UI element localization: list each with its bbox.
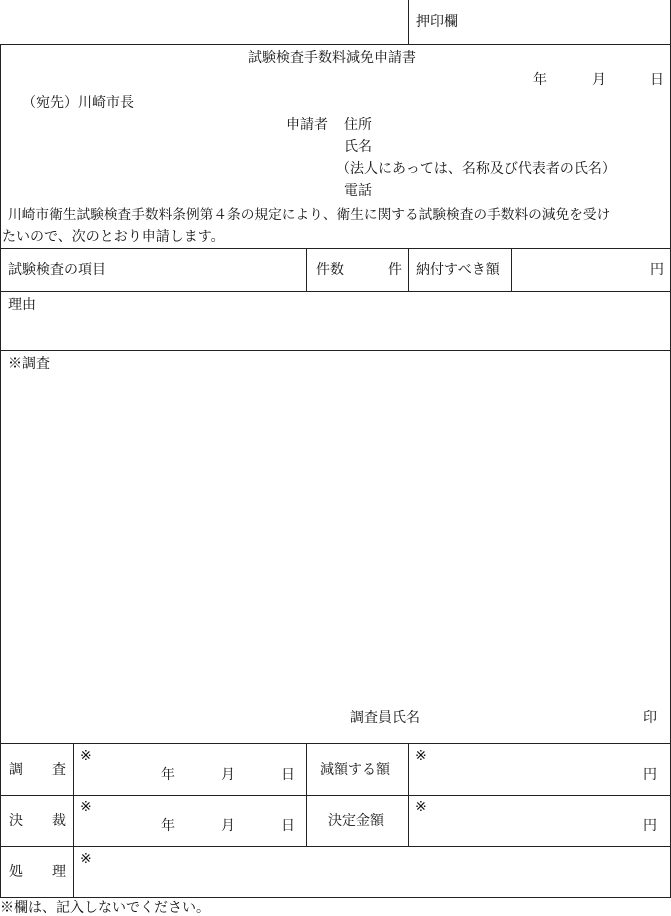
count-label: 件数	[316, 262, 344, 278]
body-line-2: たいので、次のとおり申請します。	[2, 229, 225, 245]
bottom-row-2-right-mark: ※	[415, 799, 427, 815]
bottom-row-1-right-mark: ※	[415, 748, 427, 764]
bottom-row-1-label-a: 調	[9, 762, 23, 778]
bottom-row-2-mark: ※	[80, 799, 92, 815]
divider-bottom-right-label-right	[408, 743, 409, 846]
bottom-row-2-year: 年	[161, 818, 175, 834]
applicant-address: 住所	[344, 117, 372, 133]
divider-items-top	[0, 248, 671, 249]
investigation-field[interactable]	[4, 376, 667, 698]
reason-field[interactable]	[4, 316, 667, 348]
bottom-row-1-right-label: 減額する額	[320, 762, 390, 778]
divider-bottom-label-col	[73, 743, 74, 898]
bottom-row-1-day: 日	[281, 767, 295, 783]
bottom-row-3-mark: ※	[80, 851, 92, 867]
bottom-row-2-day: 日	[281, 818, 295, 834]
bottom-row-3-label-a: 処	[9, 864, 23, 880]
divider-bottom-mid1	[0, 795, 671, 796]
applicant-phone: 電話	[344, 183, 372, 199]
item-field[interactable]	[130, 252, 300, 288]
divider-bottom-top	[0, 743, 671, 744]
bottom-row-1-month: 月	[221, 767, 235, 783]
bottom-row-1-mark: ※	[80, 748, 92, 764]
bottom-row-2-month: 月	[221, 818, 235, 834]
bottom-row-1-label-b: 査	[52, 762, 66, 778]
date-month: 月	[592, 72, 606, 88]
form-title: 試験検査手数料減免申請書	[248, 50, 416, 66]
bottom-row-1-year: 年	[161, 767, 175, 783]
divider-items-v3	[511, 248, 512, 291]
bottom-row-2-right-unit: 円	[643, 818, 657, 834]
bottom-row-3-label-b: 理	[52, 864, 66, 880]
investigator-seal-mark: 印	[643, 710, 657, 726]
bottom-row-2-right-label: 決定金額	[328, 813, 384, 829]
amount-field[interactable]	[514, 252, 644, 288]
date-year: 年	[533, 72, 547, 88]
reason-label: 理由	[8, 297, 36, 313]
applicant-name-note: （法人にあっては、名称及び代表者の氏名）	[336, 161, 616, 177]
footnote: ※欄は、記入しないでください。	[0, 900, 210, 916]
investigation-label: ※調査	[8, 356, 50, 372]
divider-reason-top	[0, 291, 671, 292]
amount-label: 納付すべき額	[416, 262, 500, 278]
investigator-label: 調査員氏名	[350, 710, 420, 726]
divider-investigation-top	[0, 350, 671, 351]
divider-bottom-right-label-left	[306, 743, 307, 846]
bottom-row-1-right-unit: 円	[643, 767, 657, 783]
applicant-label: 申請者	[286, 117, 328, 133]
applicant-name: 氏名	[344, 139, 372, 155]
date-day: 日	[650, 72, 664, 88]
addressee: （宛先）川崎市長	[22, 95, 134, 111]
bottom-row-2-label-a: 決	[9, 813, 23, 829]
item-label: 試験検査の項目	[8, 262, 106, 278]
body-line-1: 川崎市衛生試験検査手数料条例第４条の規定により、衛生に関する試験検査の手数料の減免を受け	[8, 207, 611, 223]
bottom-row-2-label-b: 裁	[52, 813, 66, 829]
amount-unit: 円	[650, 262, 664, 278]
divider-items-v2	[408, 248, 409, 291]
divider-bottom-mid2	[0, 846, 671, 847]
count-unit: 件	[388, 262, 402, 278]
seal-box-label: 押印欄	[416, 14, 458, 30]
divider-items-v1	[306, 248, 307, 291]
count-field[interactable]	[348, 252, 384, 288]
